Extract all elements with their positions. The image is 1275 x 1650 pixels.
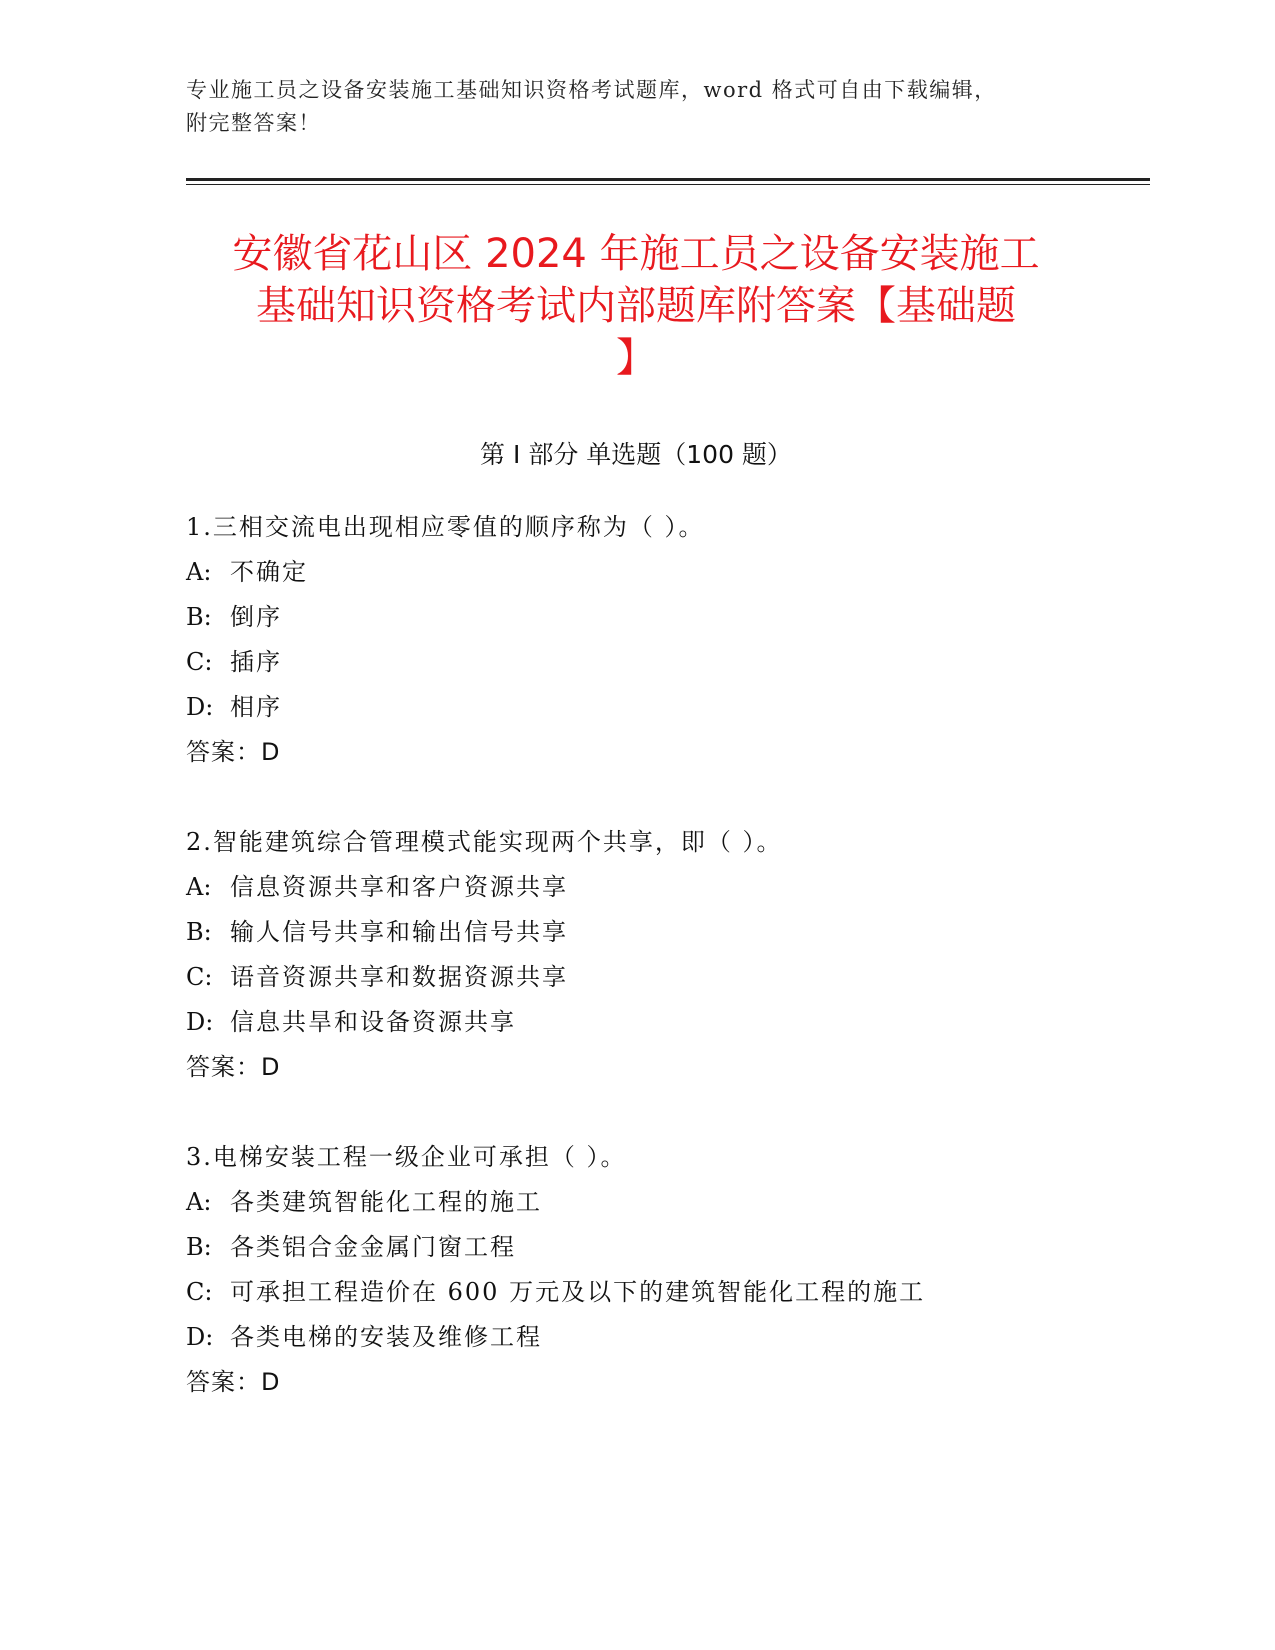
option-d bbox=[186, 685, 1146, 730]
option-letter: B: bbox=[186, 1233, 212, 1261]
document-title-line-2: 基础知识资格考试内部题库附答案【基础题 bbox=[256, 283, 1016, 329]
option-text: 各类铝合金金属门窗工程 bbox=[230, 1233, 516, 1261]
option-c bbox=[186, 1270, 1146, 1315]
option-text: 信息资源共享和客户资源共享 bbox=[230, 873, 568, 901]
option-b bbox=[186, 1225, 1146, 1270]
option-b bbox=[186, 595, 1146, 640]
option-text: 各类建筑智能化工程的施工 bbox=[230, 1188, 542, 1216]
header-note-line-1: 专业施工员之设备安装施工基础知识资格考试题库，word 格式可自由下载编辑， bbox=[186, 78, 997, 102]
section-title: 第 I 部分 单选题（100 题） bbox=[480, 440, 792, 469]
option-c bbox=[186, 955, 1146, 1000]
option-text: 插序 bbox=[230, 648, 282, 676]
option-letter: C: bbox=[186, 1278, 213, 1306]
option-text: 相序 bbox=[230, 693, 282, 721]
answer: 答案：D bbox=[186, 1053, 281, 1081]
option-letter: A: bbox=[186, 558, 212, 586]
option-letter: D: bbox=[186, 1008, 214, 1036]
option-text: 倒序 bbox=[230, 603, 282, 631]
option-a bbox=[186, 550, 1146, 595]
option-letter: A: bbox=[186, 873, 212, 901]
answer: 答案：D bbox=[186, 738, 281, 766]
document-title-line-1: 安徽省花山区 2024 年施工员之设备安装施工 bbox=[232, 231, 1040, 277]
option-letter: B: bbox=[186, 918, 212, 946]
option-letter: D: bbox=[186, 1323, 214, 1351]
option-c bbox=[186, 640, 1146, 685]
header-note-line-2: 附完整答案！ bbox=[186, 111, 321, 135]
option-a bbox=[186, 865, 1146, 910]
document-title-line-3: 】 bbox=[616, 335, 656, 381]
question-stem: 3.电梯安装工程一级企业可承担（ ）。 bbox=[186, 1143, 627, 1171]
question-3 bbox=[186, 1135, 1146, 1405]
question-2 bbox=[186, 820, 1146, 1090]
question-stem: 1.三相交流电出现相应零值的顺序称为（ ）。 bbox=[186, 513, 705, 541]
answer: 答案：D bbox=[186, 1368, 281, 1396]
option-d bbox=[186, 1315, 1146, 1360]
option-text: 不确定 bbox=[230, 558, 308, 586]
option-text: 语音资源共享和数据资源共享 bbox=[230, 963, 568, 991]
document-title bbox=[186, 228, 1086, 384]
question-1 bbox=[186, 505, 1146, 775]
option-a bbox=[186, 1180, 1146, 1225]
option-letter: D: bbox=[186, 693, 214, 721]
option-text: 各类电梯的安装及维修工程 bbox=[230, 1323, 542, 1351]
option-letter: C: bbox=[186, 963, 213, 991]
option-b bbox=[186, 910, 1146, 955]
option-d bbox=[186, 1000, 1146, 1045]
header-note bbox=[186, 74, 1086, 140]
question-stem: 2.智能建筑综合管理模式能实现两个共享，即（ ）。 bbox=[186, 828, 783, 856]
option-text: 信息共旱和设备资源共享 bbox=[230, 1008, 516, 1036]
option-letter: C: bbox=[186, 648, 213, 676]
header-divider-thin bbox=[186, 184, 1150, 185]
option-letter: B: bbox=[186, 603, 212, 631]
option-letter: A: bbox=[186, 1188, 212, 1216]
option-text: 可承担工程造价在 600 万元及以下的建筑智能化工程的施工 bbox=[230, 1278, 926, 1306]
header-divider-thick bbox=[186, 178, 1150, 181]
option-text: 输人信号共享和输出信号共享 bbox=[230, 918, 568, 946]
